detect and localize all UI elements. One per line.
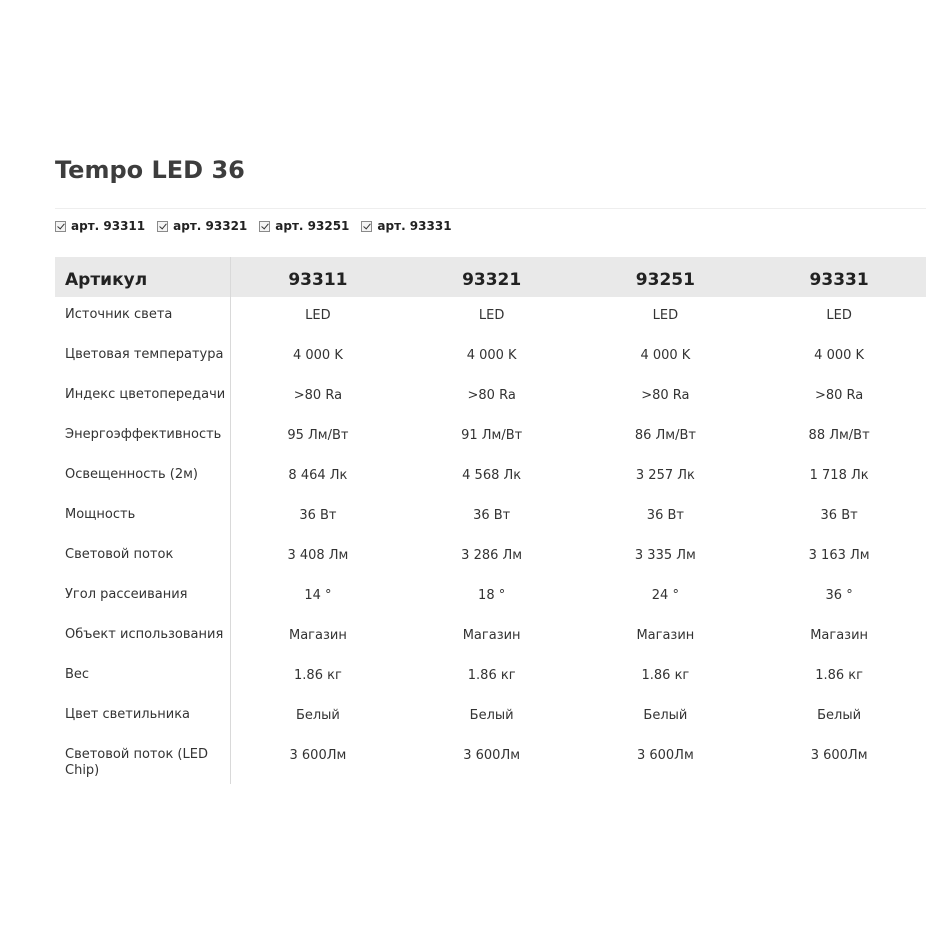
article-filter-bar bbox=[55, 218, 464, 234]
row-value: Магазин bbox=[636, 628, 695, 643]
row-value: 3 335 Лм bbox=[634, 548, 696, 563]
row-value: Белый bbox=[817, 708, 862, 723]
row-value: 4 568 Лк bbox=[462, 468, 522, 483]
checkbox-checked-icon[interactable] bbox=[259, 221, 270, 232]
row-label: Световой поток (LED Chip) bbox=[55, 737, 231, 784]
table-row bbox=[55, 417, 926, 457]
filter-93311[interactable] bbox=[55, 219, 145, 233]
row-value: Белый bbox=[295, 708, 340, 723]
row-value: >80 Ra bbox=[467, 388, 516, 403]
table-row bbox=[55, 657, 926, 697]
row-value: 1.86 кг bbox=[294, 668, 342, 683]
table-row bbox=[55, 297, 926, 337]
row-value: Белый bbox=[643, 708, 688, 723]
row-label: Энергоэффективность bbox=[55, 417, 231, 457]
checkbox-checked-icon[interactable] bbox=[361, 221, 372, 232]
row-value: 1 718 Лк bbox=[809, 468, 869, 483]
checkbox-checked-icon[interactable] bbox=[55, 221, 66, 232]
row-value: 3 286 Лм bbox=[461, 548, 523, 563]
row-value: LED bbox=[826, 308, 852, 323]
row-value: LED bbox=[478, 308, 505, 323]
row-label: Мощность bbox=[55, 497, 231, 537]
row-label: Угол рассеивания bbox=[55, 577, 231, 617]
row-value: 4 000 K bbox=[292, 348, 343, 363]
table-row bbox=[55, 577, 926, 617]
row-value: 91 Лм/Вт bbox=[461, 428, 523, 443]
table-row bbox=[55, 497, 926, 537]
header-article: 93321 bbox=[462, 270, 522, 290]
row-label: Цвет светильника bbox=[55, 697, 231, 737]
table-row bbox=[55, 617, 926, 657]
table-body bbox=[55, 297, 926, 784]
row-value: 3 163 Лм bbox=[808, 548, 870, 563]
row-value: 36 Вт bbox=[820, 508, 858, 523]
row-value: 3 600Лм bbox=[636, 748, 694, 763]
row-value: 3 600Лм bbox=[810, 748, 868, 763]
row-value: 3 600Лм bbox=[289, 748, 347, 763]
row-value: Магазин bbox=[288, 628, 347, 643]
row-value: 4 000 K bbox=[466, 348, 517, 363]
row-value: 36 Вт bbox=[646, 508, 684, 523]
filter-label: арт. 93311 bbox=[71, 219, 146, 233]
row-value: 8 464 Лк bbox=[288, 468, 348, 483]
title-divider bbox=[55, 208, 926, 209]
filter-93251[interactable] bbox=[259, 219, 349, 233]
row-label: Освещенность (2м) bbox=[55, 457, 231, 497]
row-value: 4 000 K bbox=[814, 348, 865, 363]
row-value: 88 Лм/Вт bbox=[808, 428, 870, 443]
row-label: Объект использования bbox=[55, 617, 231, 657]
page-title: Tempo LED 36 bbox=[55, 156, 245, 184]
row-value: 36 ° bbox=[825, 588, 853, 603]
row-value: 3 600Лм bbox=[463, 748, 521, 763]
row-value: 3 408 Лм bbox=[287, 548, 349, 563]
row-value: >80 Ra bbox=[293, 388, 343, 403]
table-row bbox=[55, 457, 926, 497]
row-value: >80 Ra bbox=[641, 388, 690, 403]
table-row bbox=[55, 737, 926, 784]
row-value: LED bbox=[652, 308, 679, 323]
row-value: 24 ° bbox=[651, 588, 679, 603]
row-value: 1.86 кг bbox=[641, 668, 690, 683]
row-label: Цветовая температура bbox=[55, 337, 231, 377]
table-row bbox=[55, 337, 926, 377]
row-value: 3 257 Лк bbox=[635, 468, 695, 483]
row-value: 36 Вт bbox=[299, 508, 337, 523]
row-label: Световой поток bbox=[55, 537, 231, 577]
row-value: 1.86 кг bbox=[815, 668, 863, 683]
row-label: Индекс цветопередачи bbox=[55, 377, 231, 417]
filter-label: арт. 93331 bbox=[377, 219, 452, 233]
header-article: 93331 bbox=[809, 270, 869, 290]
filter-93331[interactable] bbox=[361, 219, 451, 233]
row-label: Вес bbox=[55, 657, 231, 697]
table-row bbox=[55, 697, 926, 737]
filter-label: арт. 93321 bbox=[173, 219, 248, 233]
comparison-table bbox=[55, 257, 926, 784]
header-article: 93251 bbox=[635, 270, 695, 290]
header-article: 93311 bbox=[288, 270, 348, 290]
row-value: >80 Ra bbox=[814, 388, 864, 403]
table-row bbox=[55, 537, 926, 577]
row-value: 4 000 K bbox=[640, 348, 691, 363]
row-value: 14 ° bbox=[304, 588, 332, 603]
row-value: 86 Лм/Вт bbox=[634, 428, 696, 443]
row-value: 1.86 кг bbox=[467, 668, 516, 683]
filter-93321[interactable] bbox=[157, 219, 247, 233]
header-label: Артикул bbox=[55, 257, 231, 297]
row-value: 95 Лм/Вт bbox=[287, 428, 349, 443]
row-value: Магазин bbox=[810, 628, 869, 643]
row-label: Источник света bbox=[55, 297, 231, 337]
row-value: 36 Вт bbox=[473, 508, 511, 523]
table-row bbox=[55, 377, 926, 417]
row-value: Белый bbox=[469, 708, 514, 723]
row-value: 18 ° bbox=[478, 588, 506, 603]
row-value: Магазин bbox=[462, 628, 521, 643]
row-value: LED bbox=[305, 308, 331, 323]
table-header bbox=[55, 257, 926, 297]
checkbox-checked-icon[interactable] bbox=[157, 221, 168, 232]
filter-label: арт. 93251 bbox=[275, 219, 350, 233]
